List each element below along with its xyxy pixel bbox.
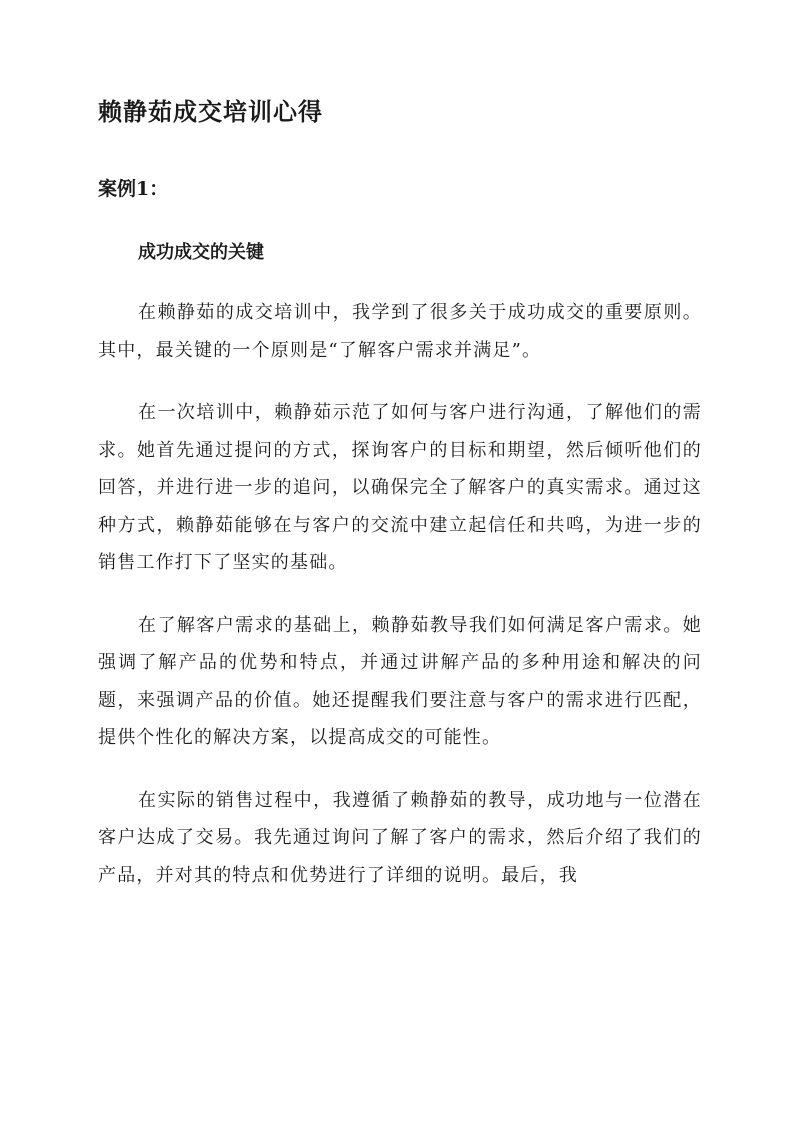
section-heading: 成功成交的关键	[138, 242, 264, 263]
document-body	[98, 294, 702, 919]
document-title: 赖静茹成交培训心得	[98, 97, 323, 126]
paragraph: 在赖静茹的成交培训中，我学到了很多关于成功成交的重要原则。其中，最关键的一个原则是“了解客户需求并满足”。	[98, 302, 702, 361]
paragraph: 在了解客户需求的基础上，赖静茹教导我们如何满足客户需求。她强调了解产品的优势和特点，并通过讲解产品的多种用途和解决的问题，来强调产品的价值。她还提醒我们要注意与客户的需求进行匹配，提供个性化的解决方案，以提高成交的可能性。	[98, 614, 702, 748]
case-heading: 案例1：	[98, 178, 169, 200]
paragraph: 在一次培训中，赖静茹示范了如何与客户进行沟通，了解他们的需求。她首先通过提问的方式，探询客户的目标和期望，然后倾听他们的回答，并进行进一步的追问，以确保完全了解客户的真实需求。通过这种方式，赖静茹能够在与客户的交流中建立起信任和共鸣，为进一步的销售工作打下了坚实的基础。	[98, 402, 702, 573]
paragraph: 在实际的销售过程中，我遵循了赖静茹的教导，成功地与一位潜在客户达成了交易。我先通过询问了解了客户的需求，然后介绍了我们的产品，并对其的特点和优势进行了详细的说明。最后，我	[98, 789, 702, 886]
